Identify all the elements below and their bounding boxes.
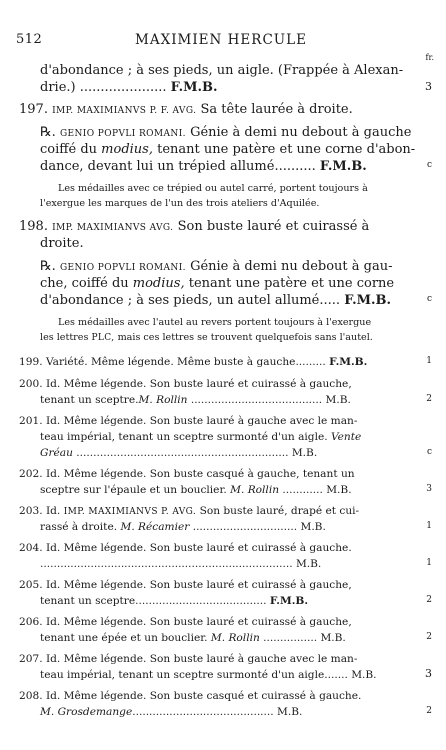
rarity: 2 bbox=[426, 394, 432, 404]
entry-200-line-1: 200. Id. Même légende. Son buste lauré et cuirassé à gauche, bbox=[19, 378, 352, 390]
rarity: c bbox=[426, 447, 432, 457]
entry-201-line-1: 201. Id. Même légende. Son buste lauré à gauche avec le man- bbox=[19, 415, 358, 427]
entry-207-line-1: 207. Id. Même légende. Son buste lauré à gauche avec le man- bbox=[19, 653, 358, 665]
rarity: 3 bbox=[425, 667, 432, 680]
column-heading-francs: fr. bbox=[425, 53, 434, 62]
rarity: 3 bbox=[426, 484, 432, 494]
entry-197-reverse-line-3: dance, devant lui un trépied allumé.......... F.M.B. bbox=[40, 159, 367, 174]
entry-206-line-1: 206. Id. Même légende. Son buste lauré et cuirassé à gauche, bbox=[19, 616, 352, 628]
page-header bbox=[16, 32, 426, 50]
entry-197-line-1: 197. IMP. MAXIMIANVS P. F. AVG. Sa tête laurée à droite. bbox=[19, 102, 353, 117]
rarity: 2 bbox=[426, 632, 432, 642]
entry-198-reverse-line-3: d'abondance ; à ses pieds, un autel allumé..... F.M.B. bbox=[40, 293, 392, 308]
entry-203-line-2: rassé à droite. M. Récamier ............................... M.B. bbox=[40, 521, 326, 533]
running-title: MAXIMIEN HERCULE bbox=[135, 32, 307, 48]
note-line-2: l'exergue les marques de l'un des trois ateliers d'Aquilée. bbox=[40, 198, 320, 209]
entry-202-line-2: sceptre sur l'épaule et un bouclier. M. Rollin ............ M.B. bbox=[40, 484, 352, 496]
entry-204-line-1: 204. Id. Même légende. Son buste lauré et cuirassé à gauche. bbox=[19, 542, 352, 554]
entry-continuation-line-2: drie.) ..................... F.M.B. bbox=[40, 80, 218, 95]
entry-205-line-1: 205. Id. Même légende. Son buste lauré et cuirassé à gauche, bbox=[19, 579, 352, 591]
entry-207-line-2: teau impérial, tenant un sceptre surmonté d'un aigle....... M.B. bbox=[40, 669, 377, 681]
entry-206-line-2: tenant une épée et un bouclier. M. Rollin ................ M.B. bbox=[40, 632, 346, 644]
entry-201-line-2: teau impérial, tenant un sceptre surmonté d'un aigle. Vente bbox=[40, 431, 362, 443]
entry-continuation-line-1: d'abondance ; à ses pieds, un aigle. (Frappée à Alexan- bbox=[40, 63, 404, 78]
entry-205-line-2: tenant un sceptre....................................... F.M.B. bbox=[40, 595, 309, 607]
entry-208-line-2: M. Grosdemange.......................................... M.B. bbox=[40, 706, 303, 718]
entry-198-reverse-line-1: ℞. GENIO POPVLI ROMANI. Génie à demi nu debout à gau- bbox=[40, 259, 393, 274]
entry-198-line-2: droite. bbox=[40, 236, 84, 251]
rarity: c bbox=[426, 294, 432, 304]
page-number: 512 bbox=[16, 32, 43, 47]
entry-204-line-2: ........................................................................... M.B. bbox=[40, 558, 322, 570]
rarity: 2 bbox=[426, 595, 432, 605]
entry-197-reverse-line-1: ℞. GENIO POPVLI ROMANI. Génie à demi nu debout à gauche bbox=[40, 125, 412, 140]
rarity: 1 bbox=[426, 356, 432, 366]
entry-203-line-1: 203. Id. IMP. MAXIMIANVS P. AVG. Son buste lauré, drapé et cui- bbox=[19, 505, 360, 517]
rarity: 1 bbox=[426, 521, 432, 531]
note-line-2: les lettres PLC, mais ces lettres se trouvent quelquefois sans l'autel. bbox=[40, 332, 373, 343]
entry-198-reverse-line-2: che, coiffé du modius, tenant une patère et une corne bbox=[40, 276, 395, 291]
entry-202-line-1: 202. Id. Même légende. Son buste casqué à gauche, tenant un bbox=[19, 468, 355, 480]
rarity: 3 bbox=[425, 80, 432, 93]
entry-198-line-1: 198. IMP. MAXIMIANVS AVG. Son buste lauré et cuirassé à bbox=[19, 219, 370, 234]
rarity: 1 bbox=[426, 558, 432, 568]
entry-201-line-3: Gréau ............................................................... M.B. bbox=[40, 447, 318, 459]
entry-200-line-2: tenant un sceptre.M. Rollin ....................................... M.B. bbox=[40, 394, 351, 406]
entry-199: 199. Variété. Même légende. Même buste à gauche......... F.M.B. bbox=[19, 356, 368, 368]
rarity: 2 bbox=[426, 706, 432, 716]
entry-208-line-1: 208. Id. Même légende. Son buste casqué et cuirassé à gauche. bbox=[19, 690, 362, 702]
entry-197-reverse-line-2: coiffé du modius, tenant une patère et une corne d'abon- bbox=[40, 142, 416, 157]
note-line-1: Les médailles avec ce trépied ou autel carré, portent toujours à bbox=[58, 183, 368, 194]
rarity: c bbox=[426, 160, 432, 170]
note-line-1: Les médailles avec l'autel au revers portent toujours à l'exergue bbox=[58, 317, 372, 328]
